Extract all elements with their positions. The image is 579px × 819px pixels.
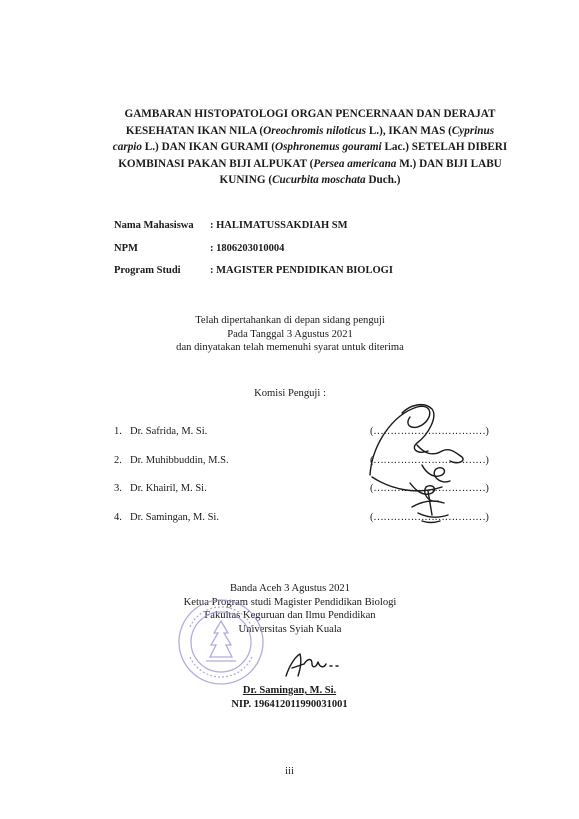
title-line-4: KOMBINASI PAKAN BIJI ALPUKAT (Persea americana M.) DAN BIJI LABU	[118, 157, 502, 170]
thesis-title	[100, 106, 520, 189]
student-prodi-value: : MAGISTER PENDIDIKAN BIOLOGI	[210, 265, 393, 276]
approval-block	[100, 582, 480, 636]
member-name: Dr. Samingan, M. Si.	[130, 512, 219, 523]
signer-nip: NIP. 196412011990031001	[231, 698, 348, 710]
student-name-row	[114, 220, 393, 243]
committee-member	[114, 512, 219, 523]
title-line-3: carpio L.) DAN IKAN GURAMI (Osphronemus gourami Lac.) SETELAH DIBERI	[112, 141, 508, 153]
member-name: Dr. Muhibbuddin, M.S.	[130, 455, 229, 466]
member-number: 1.	[114, 426, 122, 437]
chair-signature-image	[282, 650, 352, 680]
approval-role: Ketua Program studi Magister Pendidikan Biologi	[183, 596, 397, 608]
committee-member	[114, 426, 207, 437]
page-number: iii	[285, 766, 294, 777]
student-prodi-row	[114, 265, 393, 288]
defense-line-3: dan dinyatakan telah memenuhi syarat untuk diterima	[176, 342, 404, 353]
committee-signatures-image	[362, 395, 480, 535]
signer-name: Dr. Samingan, M. Si.	[242, 685, 337, 696]
student-npm-label: NPM	[114, 242, 138, 254]
defense-statement	[100, 314, 480, 355]
member-signature-line: (……………………………)	[370, 483, 489, 494]
committee-heading: Komisi Penguji :	[254, 388, 326, 399]
member-signature-line: (……………………………)	[370, 512, 489, 523]
defense-line-1: Telah dipertahankan di depan sidang penguji	[195, 315, 385, 326]
member-number: 3.	[114, 483, 122, 494]
approval-university: Universitas Syiah Kuala	[238, 623, 342, 635]
member-number: 4.	[114, 512, 122, 523]
signer-block	[0, 684, 579, 711]
approval-place-date: Banda Aceh 3 Agustus 2021	[229, 583, 351, 594]
student-prodi-label: Program Studi	[114, 265, 181, 276]
member-signature-line: (……………………………)	[370, 426, 489, 437]
approval-faculty: Fakultas Keguruan dan Ilmu Pendidikan	[204, 610, 376, 621]
title-line-5: KUNING (Cucurbita moschata Duch.)	[219, 174, 401, 186]
committee-member	[114, 483, 207, 494]
member-number: 2.	[114, 455, 122, 466]
member-signature-line: (……………………………)	[370, 455, 489, 466]
student-npm-value: : 1806203010004	[210, 242, 285, 254]
student-name-label: Nama Mahasiswa	[114, 220, 194, 231]
student-name-value: : HALIMATUSSAKDIAH SM	[210, 220, 348, 231]
defense-line-2: Pada Tanggal 3 Agustus 2021	[227, 328, 353, 340]
member-name: Dr. Safrida, M. Si.	[130, 426, 208, 437]
student-info	[114, 220, 393, 288]
student-npm-row	[114, 243, 393, 266]
member-name: Dr. Khairil, M. Si.	[130, 483, 207, 494]
title-line-2: KESEHATAN IKAN NILA (Oreochromis niloticus L.), IKAN MAS (Cyprinus	[125, 124, 495, 137]
official-stamp-image	[176, 597, 266, 687]
title-line-1: GAMBARAN HISTOPATOLOGI ORGAN PENCERNAAN DAN DERAJAT	[124, 108, 496, 120]
committee-member	[114, 455, 229, 466]
